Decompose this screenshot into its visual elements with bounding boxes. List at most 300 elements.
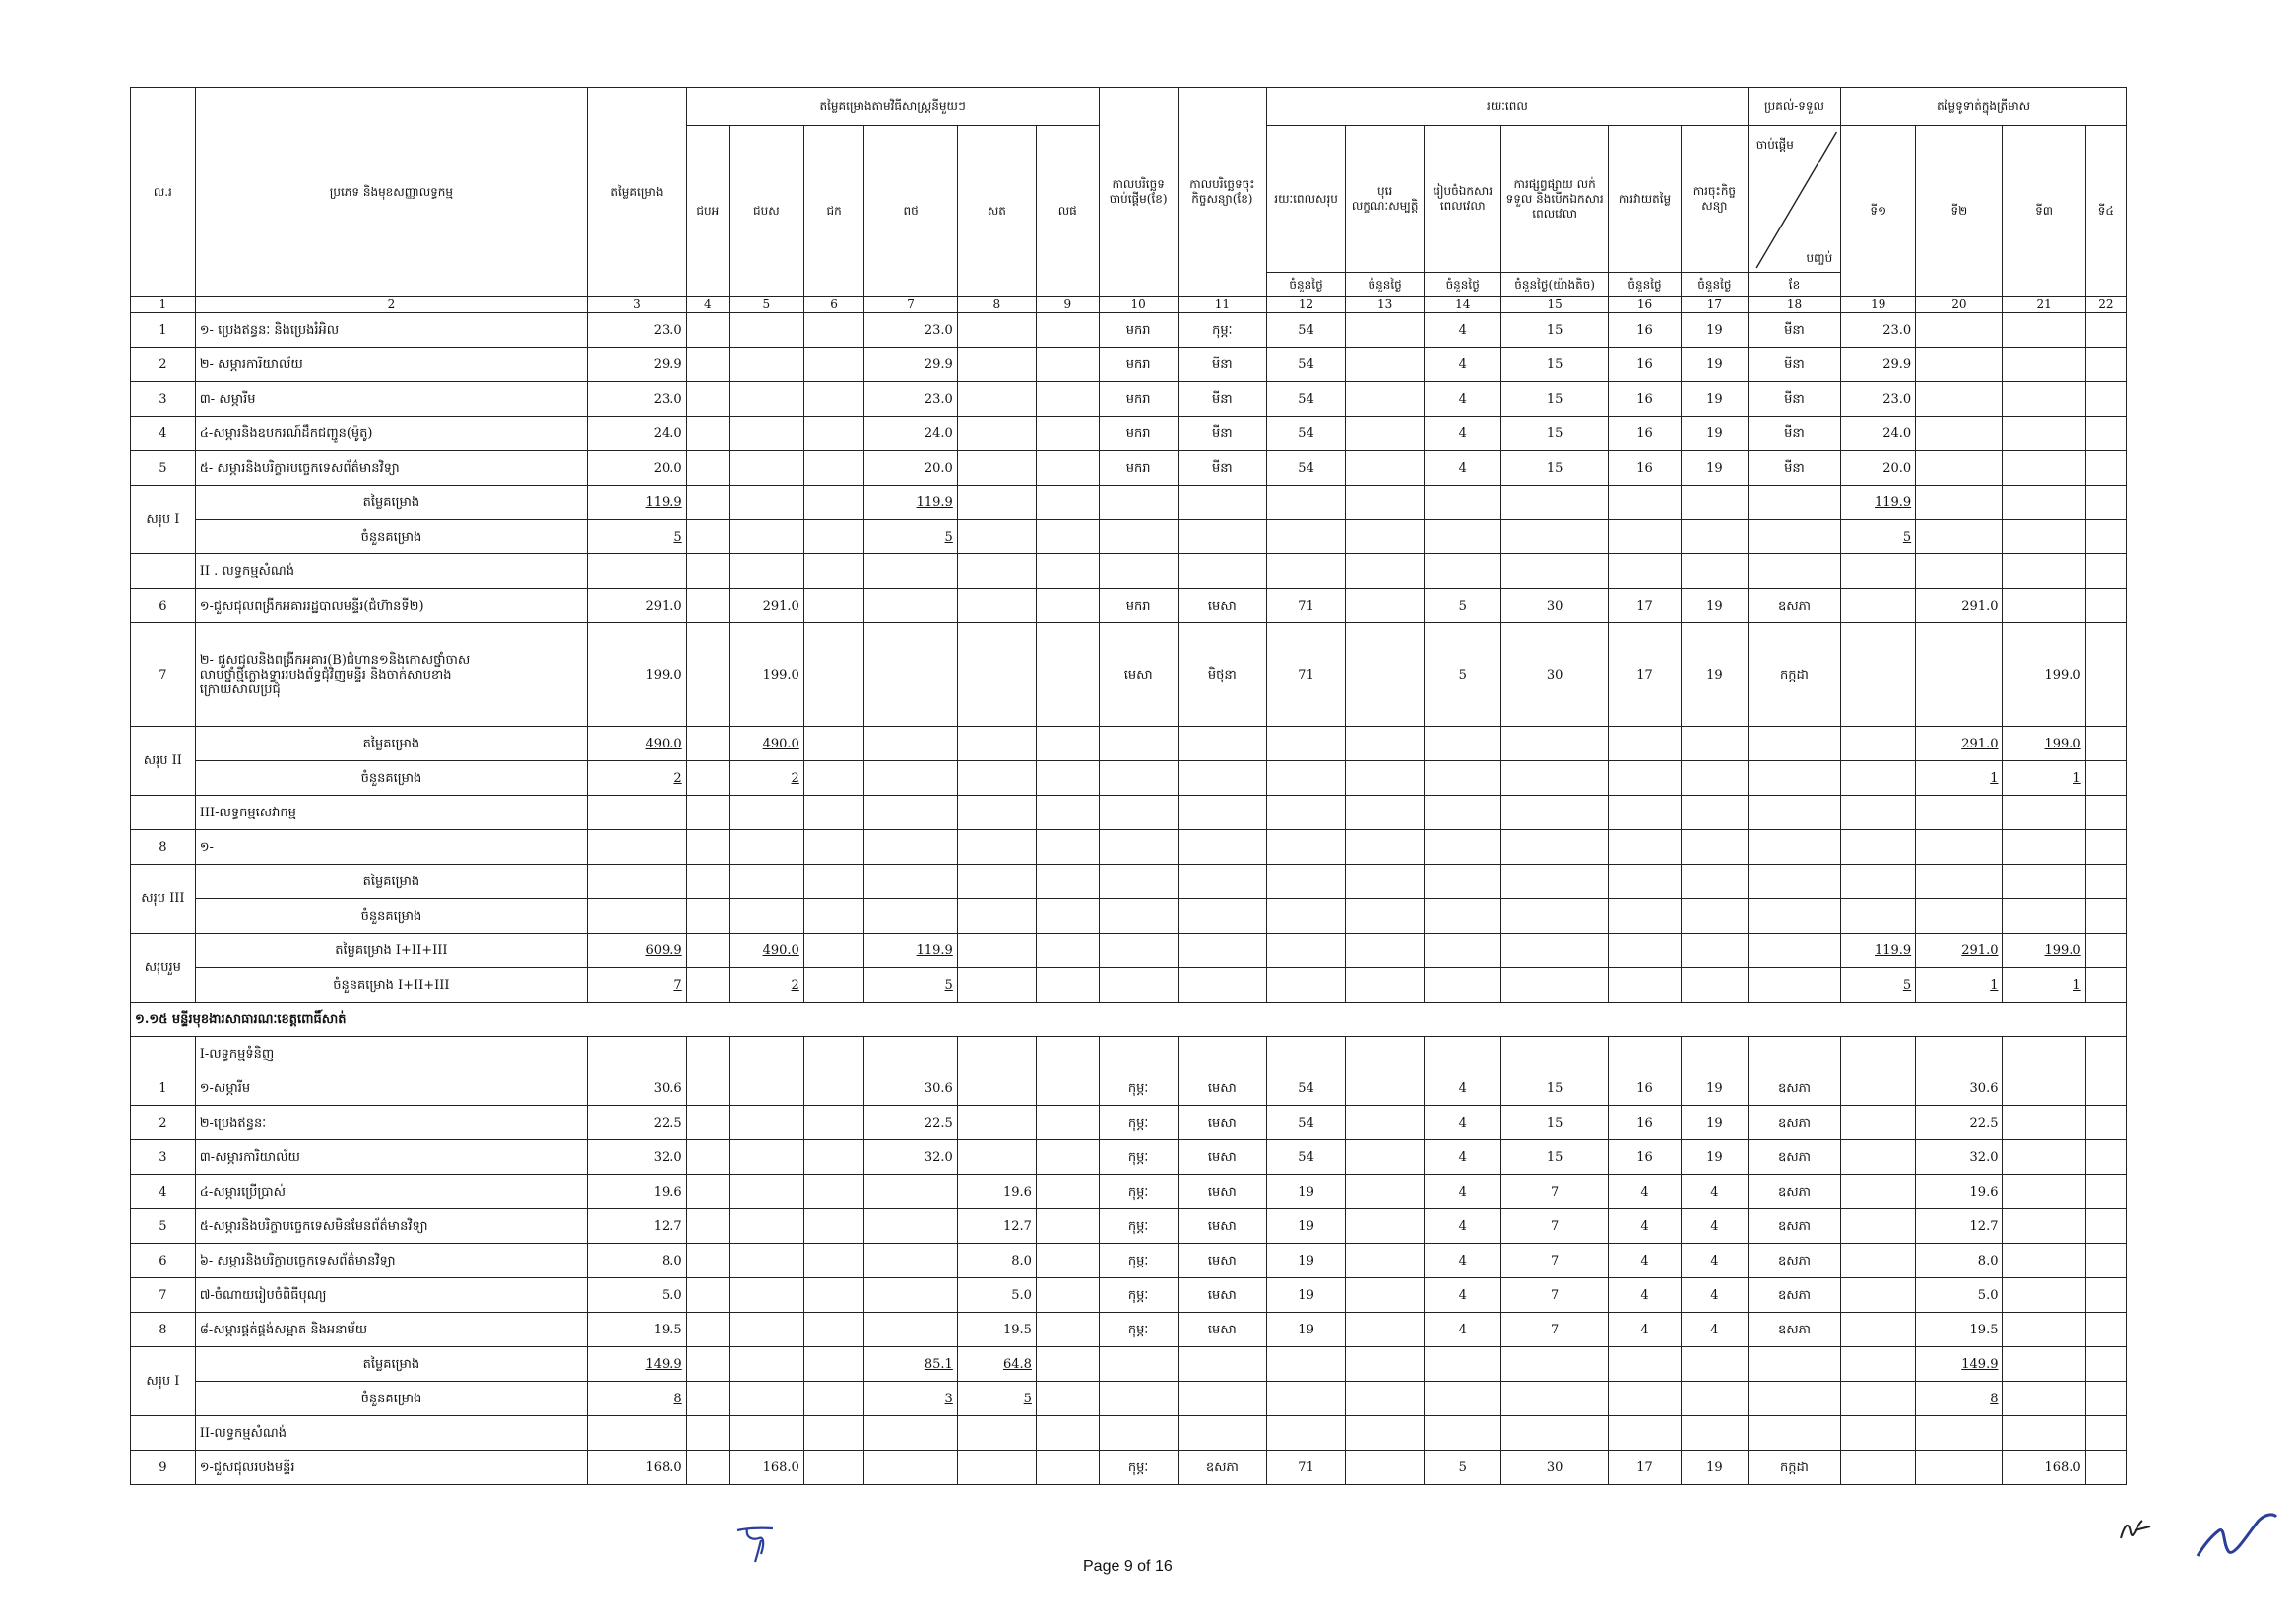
count-q2: 1 — [1916, 761, 2003, 796]
row-name: ៨-សម្ភារផ្គត់ផ្គង់សម្អាត និងអនាម័យ — [195, 1313, 587, 1347]
row-con: 19 — [1681, 1451, 1748, 1485]
header-duration-group: រយៈពេល — [1267, 88, 1749, 126]
row-recv: ឧសភា — [1748, 1209, 1840, 1244]
header-src-3: ជក — [803, 126, 864, 297]
table-row — [131, 1244, 2127, 1278]
section-title: II . លទ្ធកម្មសំណង់ — [195, 554, 587, 589]
row-q1: 23.0 — [1841, 313, 1916, 348]
row-pt: 32.0 — [864, 1140, 957, 1175]
subtotal-count-label: ចំនួនគម្រោង — [195, 520, 587, 554]
row-no: 1 — [131, 1071, 196, 1106]
row-recv: ឧសភា — [1748, 1175, 1840, 1209]
grand-q2: 291.0 — [1916, 934, 2003, 968]
row-start: កុម្ភៈ — [1099, 1244, 1178, 1278]
row-budget: 20.0 — [588, 451, 687, 486]
row-name: ៤-សម្ភារប្រើប្រាស់ — [195, 1175, 587, 1209]
subtotal-count-label: ចំនួនគម្រោង — [195, 899, 587, 934]
row-budget: 8.0 — [588, 1244, 687, 1278]
column-number: 15 — [1501, 297, 1609, 313]
row-q2: 30.6 — [1916, 1071, 2003, 1106]
row-start: មករា — [1099, 417, 1178, 451]
row-prep: 4 — [1425, 1209, 1501, 1244]
row-start: កុម្ភៈ — [1099, 1140, 1178, 1175]
row-start: មករា — [1099, 313, 1178, 348]
row-sign: មេសា — [1178, 1209, 1266, 1244]
row-pa: 199.0 — [729, 623, 803, 727]
procurement-plan-sheet — [130, 87, 2127, 1485]
row-pub: 7 — [1501, 1209, 1609, 1244]
grand-cnt-q1: 5 — [1841, 968, 1916, 1003]
header-start: កាលបរិច្ឆេទចាប់ផ្តើម(ខែ) — [1099, 88, 1178, 297]
row-pt: 20.0 — [864, 451, 957, 486]
row-prep: 4 — [1425, 382, 1501, 417]
row-recv: ឧសភា — [1748, 1140, 1840, 1175]
row-pub: 15 — [1501, 1106, 1609, 1140]
row-recv: ឧសភា — [1748, 1071, 1840, 1106]
receive-end-label: បញ្ចប់ — [1806, 251, 1833, 265]
row-no: 8 — [131, 1313, 196, 1347]
row-name: ១- ប្រេងឥន្ធនៈ និងប្រេងរំអិល — [195, 313, 587, 348]
row-no: 6 — [131, 1244, 196, 1278]
row-con: 19 — [1681, 1106, 1748, 1140]
row-no: 4 — [131, 417, 196, 451]
grand-pa: 490.0 — [729, 934, 803, 968]
row-sign: មេសា — [1178, 1071, 1266, 1106]
column-number: 18 — [1748, 297, 1840, 313]
row-pub: 15 — [1501, 451, 1609, 486]
grand-cnt-budget: 7 — [588, 968, 687, 1003]
row-pub: 30 — [1501, 623, 1609, 727]
row-q1: 29.9 — [1841, 348, 1916, 382]
row-total: 54 — [1267, 1071, 1346, 1106]
row-name: ១-ជួសជុលរបងមន្ទីរ — [195, 1451, 587, 1485]
row-pt — [864, 1278, 957, 1313]
column-number: 8 — [957, 297, 1036, 313]
grand-cnt-q3: 1 — [2003, 968, 2085, 1003]
row-recv: ឧសភា — [1748, 1313, 1840, 1347]
subtotal-q2: 149.9 — [1916, 1347, 2003, 1382]
row-prep: 4 — [1425, 417, 1501, 451]
row-recv: ឧសភា — [1748, 1278, 1840, 1313]
row-prep: 5 — [1425, 623, 1501, 727]
column-number: 6 — [803, 297, 864, 313]
section-title: II-លទ្ធកម្មសំណង់ — [195, 1416, 587, 1451]
row-eval: 16 — [1609, 382, 1682, 417]
count-q1: 5 — [1841, 520, 1916, 554]
row-eval: 16 — [1609, 451, 1682, 486]
unit-days-min: ចំនួនថ្ងៃ(យ៉ាងតិច) — [1501, 273, 1609, 297]
table-row — [131, 1071, 2127, 1106]
row-recv: ឧសភា — [1748, 589, 1840, 623]
row-con: 4 — [1681, 1175, 1748, 1209]
row-pt — [864, 1209, 957, 1244]
header-budget: តម្លៃគម្រោង — [588, 88, 687, 297]
row-prep: 4 — [1425, 1278, 1501, 1313]
row-con: 4 — [1681, 1278, 1748, 1313]
row-eval: 4 — [1609, 1244, 1682, 1278]
row-name: ៣-សម្ភារការិយាល័យ — [195, 1140, 587, 1175]
subtotal-pa: 490.0 — [729, 727, 803, 761]
column-number: 1 — [131, 297, 196, 313]
subtotal-value-label: តម្លៃគម្រោង — [195, 1347, 587, 1382]
row-con: 19 — [1681, 417, 1748, 451]
row-name: ២-ប្រេងឥន្ធនៈ — [195, 1106, 587, 1140]
column-number: 21 — [2003, 297, 2085, 313]
row-prep: 4 — [1425, 1313, 1501, 1347]
column-number: 19 — [1841, 297, 1916, 313]
column-number: 16 — [1609, 297, 1682, 313]
table-row — [131, 1209, 2127, 1244]
row-budget: 23.0 — [588, 313, 687, 348]
header-q1: ទី១ — [1841, 126, 1916, 297]
header-receive-group: ប្រគល់-ទទួល — [1748, 88, 1840, 126]
row-prep: 4 — [1425, 1140, 1501, 1175]
row-prep: 4 — [1425, 1175, 1501, 1209]
row-name: ៧-ចំណាយរៀបចំពិធីបុណ្យ — [195, 1278, 587, 1313]
row7-line1: ២- ជួសជុលនិងពង្រីកអគារ(B)ជំហាន១និងកោសថ្នាំចាស — [199, 652, 471, 668]
row-pub: 30 — [1501, 589, 1609, 623]
row-con: 19 — [1681, 313, 1748, 348]
count-q3: 1 — [2003, 761, 2085, 796]
row-eval: 4 — [1609, 1278, 1682, 1313]
row-pub: 15 — [1501, 417, 1609, 451]
row-st: 12.7 — [957, 1209, 1036, 1244]
table-row — [131, 1175, 2127, 1209]
row-pub: 7 — [1501, 1244, 1609, 1278]
row-name: ៤-សម្ភារនិងឧបករណ៍ដឹកជញ្ជូន(ម៉ូតូ) — [195, 417, 587, 451]
row-budget: 24.0 — [588, 417, 687, 451]
subtotal-pt: 119.9 — [864, 486, 957, 520]
row-no: 4 — [131, 1175, 196, 1209]
row-eval: 16 — [1609, 417, 1682, 451]
row-eval: 16 — [1609, 1140, 1682, 1175]
row-con: 19 — [1681, 589, 1748, 623]
row-recv: កក្កដា — [1748, 623, 1840, 727]
row-budget: 22.5 — [588, 1106, 687, 1140]
column-number: 14 — [1425, 297, 1501, 313]
subtotal-value-label: តម្លៃគម្រោង — [195, 727, 587, 761]
row-eval: 4 — [1609, 1209, 1682, 1244]
row-q1: 24.0 — [1841, 417, 1916, 451]
row-name: ៣- សម្ភារីម — [195, 382, 587, 417]
unit-days: ចំនួនថ្ងៃ — [1425, 273, 1501, 297]
grand-cnt-pt: 5 — [864, 968, 957, 1003]
row-total: 54 — [1267, 313, 1346, 348]
row-no: 8 — [131, 830, 196, 865]
row-name: ១-សម្ភារីម — [195, 1071, 587, 1106]
header-dur-prep: រៀបចំឯកសារ​ពេលវេលា — [1425, 126, 1501, 273]
subtotal-q1: 119.9 — [1841, 486, 1916, 520]
row-eval: 17 — [1609, 1451, 1682, 1485]
row-eval: 4 — [1609, 1175, 1682, 1209]
row-no: 5 — [131, 451, 196, 486]
row-con: 4 — [1681, 1209, 1748, 1244]
row-total: 19 — [1267, 1313, 1346, 1347]
row-prep: 4 — [1425, 348, 1501, 382]
header-type: ប្រភេទ និងមុខសញ្ញាលទ្ធកម្ម — [195, 88, 587, 297]
count-st: 5 — [957, 1382, 1036, 1416]
row-q3: 168.0 — [2003, 1451, 2085, 1485]
row-no: 2 — [131, 1106, 196, 1140]
row-eval: 17 — [1609, 589, 1682, 623]
subtotal-budget: 119.9 — [588, 486, 687, 520]
row-st — [957, 1071, 1036, 1106]
row-st: 8.0 — [957, 1244, 1036, 1278]
row-pt: 22.5 — [864, 1106, 957, 1140]
row-q1: 20.0 — [1841, 451, 1916, 486]
row-sign: មីនា — [1178, 382, 1266, 417]
section-title: III-លទ្ធកម្មសេវាកម្ម — [195, 796, 587, 830]
unit-days: ចំនួនថ្ងៃ — [1609, 273, 1682, 297]
row-q3: 199.0 — [2003, 623, 2085, 727]
table-row — [131, 1140, 2127, 1175]
grand-q1: 119.9 — [1841, 934, 1916, 968]
row-pt: 29.9 — [864, 348, 957, 382]
row-name: ៥- សម្ភារនិងបរិក្ខារបច្ចេកទេសព័ត៌មានវិទ្យា — [195, 451, 587, 486]
row-recv: ឧសភា — [1748, 1106, 1840, 1140]
receive-start-label: ចាប់ផ្តើម — [1755, 138, 1794, 152]
row-sign: មីនា — [1178, 348, 1266, 382]
header-receive-diag — [1748, 126, 1840, 273]
row-total: 19 — [1267, 1209, 1346, 1244]
count-pt: 5 — [864, 520, 957, 554]
row-budget: 30.6 — [588, 1071, 687, 1106]
row-q2: 32.0 — [1916, 1140, 2003, 1175]
row-no: 7 — [131, 1278, 196, 1313]
grand-count-label: ចំនួនគម្រោង I+II+III — [195, 968, 587, 1003]
row-q2: 12.7 — [1916, 1209, 2003, 1244]
row-st — [957, 1106, 1036, 1140]
header-no: ល.រ — [131, 88, 196, 297]
row-prep: 4 — [1425, 1244, 1501, 1278]
row-start: មករា — [1099, 348, 1178, 382]
row-prep: 4 — [1425, 451, 1501, 486]
row-pub: 15 — [1501, 313, 1609, 348]
row-pt — [864, 1175, 957, 1209]
row-pub: 30 — [1501, 1451, 1609, 1485]
row-pa: 168.0 — [729, 1451, 803, 1485]
row-q2: 22.5 — [1916, 1106, 2003, 1140]
table-row — [131, 1106, 2127, 1140]
row-no: 3 — [131, 1140, 196, 1175]
table-row — [131, 1278, 2127, 1313]
row-no: 1 — [131, 313, 196, 348]
grand-q3: 199.0 — [2003, 934, 2085, 968]
row-eval: 16 — [1609, 313, 1682, 348]
row-start: មេសា — [1099, 623, 1178, 727]
row-sign: មិថុនា — [1178, 623, 1266, 727]
grand-budget: 609.9 — [588, 934, 687, 968]
unit-days: ចំនួនថ្ងៃ — [1267, 273, 1346, 297]
header-src-4: ពថ — [864, 126, 957, 297]
subtotal-label: សរុប II — [131, 727, 196, 796]
subtotal-pt: 85.1 — [864, 1347, 957, 1382]
row-recv: មីនា — [1748, 382, 1840, 417]
row-pub: 15 — [1501, 1140, 1609, 1175]
section-title: I-លទ្ធកម្មទំនិញ — [195, 1037, 587, 1071]
row7-line2: លាបថ្នាំថ្មីក្លោងទ្វាររបងព័ទ្ធជុំវិញមន្ទីរ និងចាក់សាបខាង — [199, 667, 452, 682]
row-pt: 24.0 — [864, 417, 957, 451]
row-con: 19 — [1681, 382, 1748, 417]
row-pt: 23.0 — [864, 313, 957, 348]
column-number: 7 — [864, 297, 957, 313]
row-pub: 7 — [1501, 1313, 1609, 1347]
row-sign: មេសា — [1178, 1106, 1266, 1140]
count-q2: 8 — [1916, 1382, 2003, 1416]
row-total: 71 — [1267, 1451, 1346, 1485]
row-q2: 19.6 — [1916, 1175, 2003, 1209]
row-pt: 23.0 — [864, 382, 957, 417]
row-sign: មេសា — [1178, 1278, 1266, 1313]
column-number: 17 — [1681, 297, 1748, 313]
row-total: 54 — [1267, 417, 1346, 451]
column-number: 2 — [195, 297, 587, 313]
row-budget: 32.0 — [588, 1140, 687, 1175]
initial-mark-mid — [2117, 1515, 2156, 1544]
column-number: 5 — [729, 297, 803, 313]
row-con: 19 — [1681, 348, 1748, 382]
row-start: កុម្ភៈ — [1099, 1175, 1178, 1209]
row-total: 19 — [1267, 1244, 1346, 1278]
row-recv: មីនា — [1748, 451, 1840, 486]
row-total: 71 — [1267, 623, 1346, 727]
column-number: 3 — [588, 297, 687, 313]
row-eval: 16 — [1609, 1106, 1682, 1140]
subtotal-label: សរុប I — [131, 1347, 196, 1416]
row-st — [957, 1140, 1036, 1175]
count-budget: 8 — [588, 1382, 687, 1416]
header-quarter-group: តម្លៃទូទាត់ក្នុងត្រីមាស — [1841, 88, 2127, 126]
row-eval: 17 — [1609, 623, 1682, 727]
row-no: 5 — [131, 1209, 196, 1244]
row-con: 4 — [1681, 1244, 1748, 1278]
row-pt: 30.6 — [864, 1071, 957, 1106]
row-recv: ឧសភា — [1748, 1244, 1840, 1278]
header-q3: ទី៣ — [2003, 126, 2085, 297]
row-total: 54 — [1267, 1140, 1346, 1175]
row7-line3: ក្រោយសាលប្រជុំ — [199, 682, 281, 697]
row-con: 19 — [1681, 623, 1748, 727]
row-start: មករា — [1099, 382, 1178, 417]
row-total: 19 — [1267, 1278, 1346, 1313]
row-budget: 5.0 — [588, 1278, 687, 1313]
subtotal-label: សរុប III — [131, 865, 196, 934]
row-q2: 8.0 — [1916, 1244, 2003, 1278]
header-q4: ទី៤ — [2085, 126, 2126, 297]
row-pub: 7 — [1501, 1278, 1609, 1313]
row-no: 9 — [131, 1451, 196, 1485]
row-start: កុម្ភៈ — [1099, 1106, 1178, 1140]
row-budget: 168.0 — [588, 1451, 687, 1485]
column-number: 11 — [1178, 297, 1266, 313]
row-budget: 19.6 — [588, 1175, 687, 1209]
row-prep: 5 — [1425, 1451, 1501, 1485]
row-recv: មីនា — [1748, 417, 1840, 451]
row-no: 2 — [131, 348, 196, 382]
row-eval: 4 — [1609, 1313, 1682, 1347]
row-pub: 7 — [1501, 1175, 1609, 1209]
row-pt — [864, 1244, 957, 1278]
row-pub: 15 — [1501, 348, 1609, 382]
count-budget: 5 — [588, 520, 687, 554]
row-total: 19 — [1267, 1175, 1346, 1209]
row-name: ១- — [195, 830, 587, 865]
row-recv: មីនា — [1748, 348, 1840, 382]
row-con: 4 — [1681, 1313, 1748, 1347]
row-sign: មេសា — [1178, 1244, 1266, 1278]
row-prep: 4 — [1425, 1071, 1501, 1106]
row-no: 3 — [131, 382, 196, 417]
subtotal-value-label: តម្លៃគម្រោង — [195, 865, 587, 899]
subtotal-st: 64.8 — [957, 1347, 1036, 1382]
department-title: ១.១៥ មន្ទីរមុខងារសាធារណៈខេត្តពោធិ៍សាត់ — [131, 1003, 2127, 1037]
row-name: ៥-សម្ភារនិងបរិក្ខាបច្ចេកទេសមិនមែនព័ត៌មានវិទ្យា — [195, 1209, 587, 1244]
row-sign: មីនា — [1178, 417, 1266, 451]
grand-value-label: តម្លៃគម្រោង I+II+III — [195, 934, 587, 968]
grand-cnt-q2: 1 — [1916, 968, 2003, 1003]
row-q1: 23.0 — [1841, 382, 1916, 417]
row-budget: 29.9 — [588, 348, 687, 382]
row-start: មករា — [1099, 451, 1178, 486]
row-name — [195, 623, 587, 727]
row-eval: 16 — [1609, 1071, 1682, 1106]
row-total: 54 — [1267, 451, 1346, 486]
row-total: 54 — [1267, 348, 1346, 382]
subtotal-count-label: ចំនួនគម្រោង — [195, 1382, 587, 1416]
header-sign: កាលបរិច្ឆេទចុះកិច្ចសន្យា(ខែ) — [1178, 88, 1266, 297]
header-source-group: តម្លៃគម្រោងតាមវិធីសាស្ត្រនីមួយៗ — [686, 88, 1099, 126]
row-q2: 5.0 — [1916, 1278, 2003, 1313]
subtotal-q2: 291.0 — [1916, 727, 2003, 761]
unit-days: ចំនួនថ្ងៃ — [1681, 273, 1748, 297]
row-budget: 23.0 — [588, 382, 687, 417]
row-pub: 15 — [1501, 1071, 1609, 1106]
row-q2: 19.5 — [1916, 1313, 2003, 1347]
count-budget: 2 — [588, 761, 687, 796]
row-pt — [864, 1313, 957, 1347]
row-sign: ឧសភា — [1178, 1451, 1266, 1485]
column-number: 12 — [1267, 297, 1346, 313]
row-recv: មីនា — [1748, 313, 1840, 348]
header-src-5: សត — [957, 126, 1036, 297]
subtotal-budget: 490.0 — [588, 727, 687, 761]
row-prep: 4 — [1425, 313, 1501, 348]
row-sign: មេសា — [1178, 1313, 1266, 1347]
row-start: កុម្ភៈ — [1099, 1278, 1178, 1313]
row-budget: 199.0 — [588, 623, 687, 727]
column-number: 22 — [2085, 297, 2126, 313]
header-dur-contract: ការចុះកិច្ចសន្យា — [1681, 126, 1748, 273]
row-eval: 16 — [1609, 348, 1682, 382]
row-sign: មីនា — [1178, 451, 1266, 486]
row-budget: 291.0 — [588, 589, 687, 623]
row-start: កុម្ភៈ — [1099, 1209, 1178, 1244]
row-no: 7 — [131, 623, 196, 727]
row-name: ៦- សម្ភារនិងបរិក្ខាបច្ចេកទេសព័ត៌មានវិទ្យា — [195, 1244, 587, 1278]
row-con: 19 — [1681, 1140, 1748, 1175]
row-name: ១-ជួសជុលពង្រីកអគាររដ្ឋបាលមន្ទីរ(ជំហ៊ានទី២) — [195, 589, 587, 623]
page-number: Page 9 of 16 — [1083, 1558, 1173, 1575]
row-budget: 19.5 — [588, 1313, 687, 1347]
header-dur-publish: ការផ្សព្វផ្សាយ លក់ ទទួល និងបើកឯកសារ​ពេលវេលា — [1501, 126, 1609, 273]
row-budget: 12.7 — [588, 1209, 687, 1244]
row-name: ២- សម្ភារការិយាល័យ — [195, 348, 587, 382]
row-sign: មេសា — [1178, 1140, 1266, 1175]
subtotal-q3: 199.0 — [2003, 727, 2085, 761]
grand-cnt-pa: 2 — [729, 968, 803, 1003]
column-number: 9 — [1036, 297, 1099, 313]
row-st: 19.6 — [957, 1175, 1036, 1209]
